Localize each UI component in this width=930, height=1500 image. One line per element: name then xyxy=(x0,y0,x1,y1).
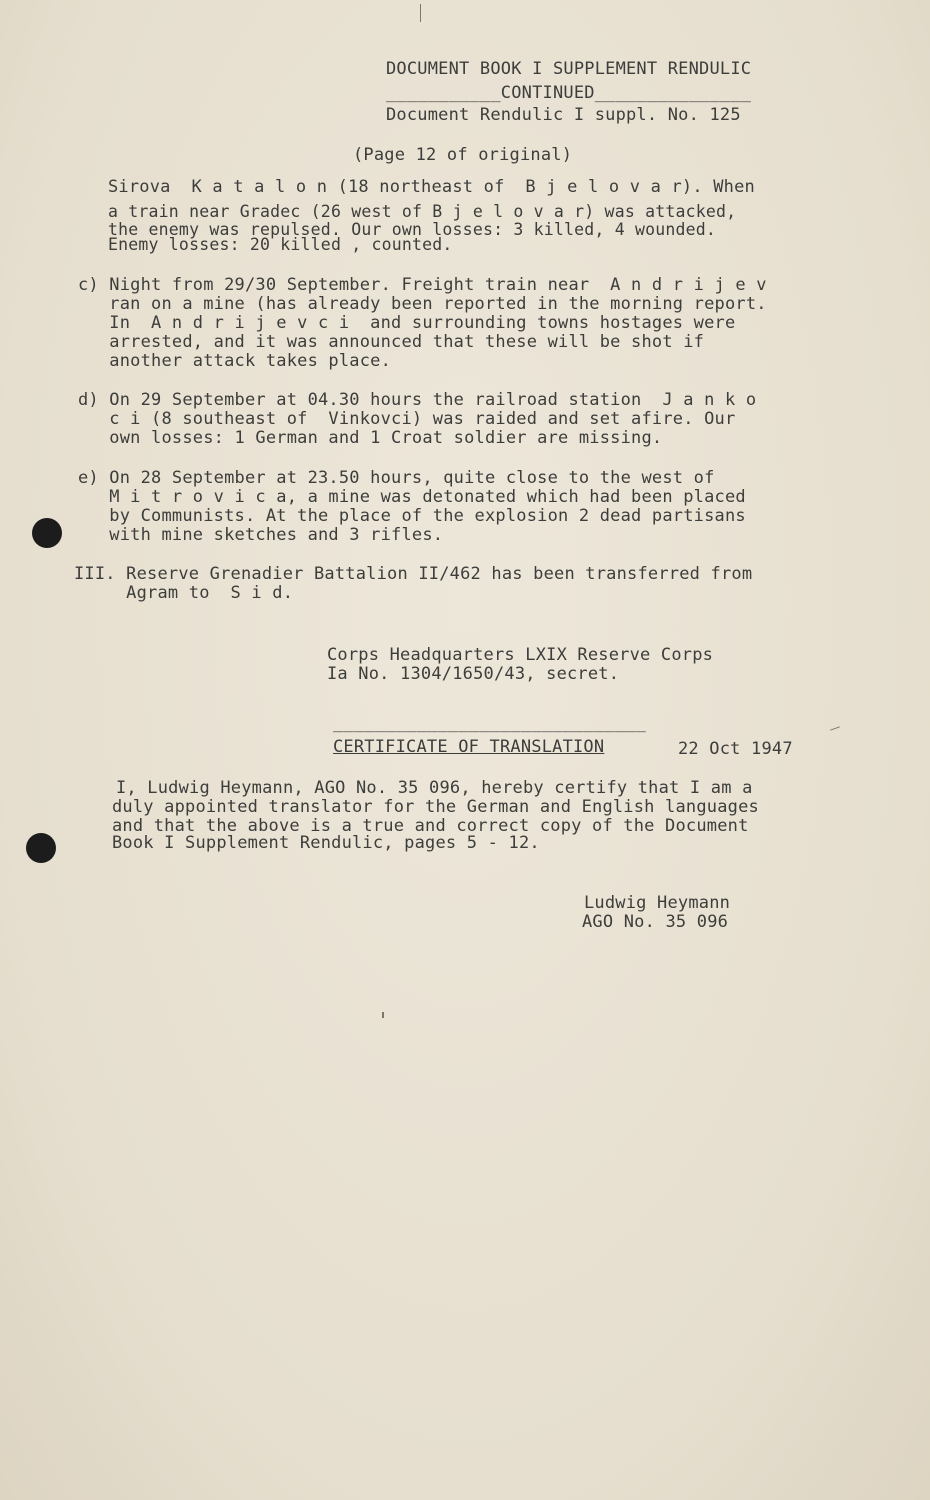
signer-name: Ludwig Heymann xyxy=(584,893,731,913)
text-line: Enemy losses: 20 killed , counted. xyxy=(108,235,453,254)
paper-mark xyxy=(830,726,840,730)
paper-mark xyxy=(420,4,421,22)
signer-ago: AGO No. 35 096 xyxy=(582,912,729,932)
certificate-title: CERTIFICATE OF TRANSLATION xyxy=(333,737,605,757)
text-line: the enemy was repulsed. Our own losses: 3 killed, 4 wounded. xyxy=(108,220,717,239)
text-line: another attack takes place. xyxy=(78,351,392,371)
text-line: III. Reserve Grenadier Battalion II/462 has been transferred from xyxy=(74,564,753,584)
text-line: ran on a mine (has already been reported in the morning report. xyxy=(78,294,767,314)
document-reference: Document Rendulic I suppl. No. 125 xyxy=(386,105,741,125)
text-line: arrested, and it was announced that these will be shot if xyxy=(78,332,705,352)
continued-line: ___________CONTINUED_______________ xyxy=(386,83,752,103)
certificate-date: 22 Oct 1947 xyxy=(678,739,793,759)
text-line: In A n d r i j e v c i and surrounding towns hostages were xyxy=(78,313,736,333)
text-line: Sirova K a t a l o n (18 northeast of B j e l o v a r). When xyxy=(108,177,755,197)
text-line: duly appointed translator for the German and English languages xyxy=(112,797,759,817)
punch-hole-upper xyxy=(32,518,62,548)
text-line: c i (8 southeast of Vinkovci) was raided and set afire. Our xyxy=(78,409,736,429)
text-line: a train near Gradec (26 west of B j e l o v a r) was attacked, xyxy=(108,202,737,221)
text-line: I, Ludwig Heymann, AGO No. 35 096, hereby certify that I am a xyxy=(116,778,753,798)
text-line: Corps Headquarters LXIX Reserve Corps xyxy=(327,645,714,665)
certificate-rule: ______________________________ xyxy=(333,713,647,733)
text-line: own losses: 1 German and 1 Croat soldier are missing. xyxy=(78,428,663,448)
text-line: Book I Supplement Rendulic, pages 5 - 12. xyxy=(112,833,540,853)
document-title: DOCUMENT BOOK I SUPPLEMENT RENDULIC xyxy=(386,59,752,79)
paper-mark xyxy=(382,1012,384,1018)
text-line: Agram to S i d. xyxy=(74,583,294,603)
punch-hole-lower xyxy=(26,833,56,863)
text-line: e) On 28 September at 23.50 hours, quite close to the west of xyxy=(78,468,715,488)
text-line: Ia No. 1304/1650/43, secret. xyxy=(327,664,620,684)
text-line: c) Night from 29/30 September. Freight train near A n d r i j e v xyxy=(78,275,767,295)
text-line: and that the above is a true and correct copy of the Document xyxy=(112,816,749,836)
text-line: with mine sketches and 3 rifles. xyxy=(78,525,444,545)
text-line: d) On 29 September at 04.30 hours the railroad station J a n k o xyxy=(78,390,757,410)
text-line: M i t r o v i c a, a mine was detonated which had been placed xyxy=(78,487,746,507)
page-note: (Page 12 of original) xyxy=(353,145,573,165)
text-line: by Communists. At the place of the explosion 2 dead partisans xyxy=(78,506,746,526)
